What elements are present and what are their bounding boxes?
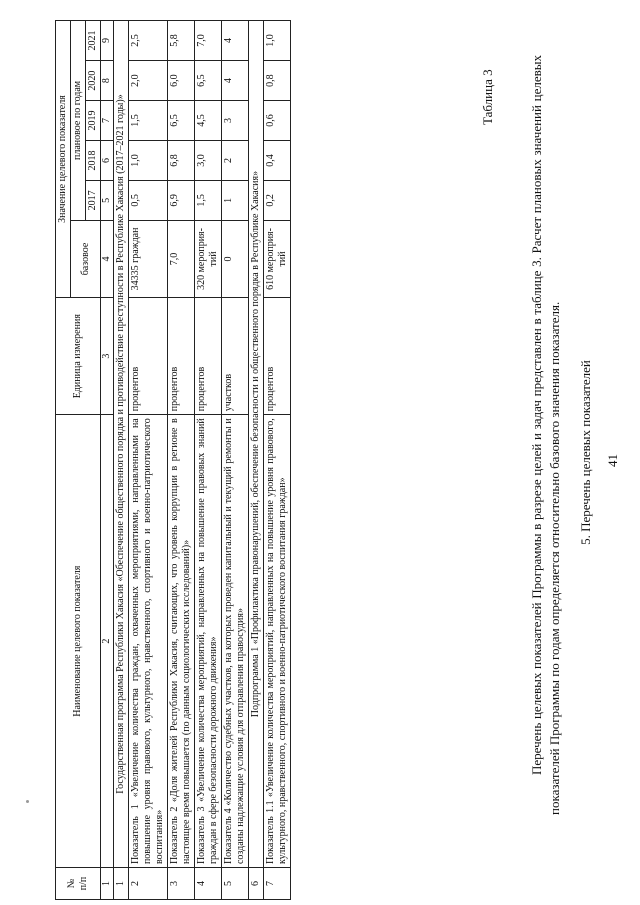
indicator-name: Показатель 1.1 «Увеличение количества мероприятий, направленных на повышение уровня правового, культурного, нравственного, спортивного и военно-патриотического воспитания граждан»	[264, 415, 291, 868]
col-header-no: № п/п	[56, 868, 101, 900]
table-row: 7 Показатель 1.1 «Увеличение количества мероприятий, направленных на повышение уровня правового, культурного, нравственного, спортивного и военно-патриотического воспитания граждан» процентов 610 мероприя-тий 0,2 0,4 0,6 0,8 1,0	[264, 21, 291, 900]
year-header: 2017	[86, 180, 101, 220]
col-header-base: базовое	[71, 220, 101, 297]
table-row: 4 Показатель 3 «Увеличение количества мероприятий, направленных на повышение правовых знаний граждан в сфере безопасности дорожного движения» процентов 320 мероприя-тий 1,5 3,0 4,5 6,5 7,0	[195, 21, 222, 900]
indicator-name: Показатель 3 «Увеличение количества мероприятий, направленных на повышение правовых знаний граждан в сфере безопасности дорожного движения»	[195, 415, 222, 868]
indicators-table	[55, 20, 291, 900]
column-number-row: 1 2 3 4 5 6 7 8 9	[101, 21, 114, 900]
indicator-name: Показатель 2 «Доля жителей Республики Хакасия, считающих, что уровень коррупции в регионе в настоящее время повышается (по данным социологических исследований)»	[168, 415, 195, 868]
col-header-planned: плановое по годам	[71, 21, 86, 221]
col-header-unit: Единица измерения	[56, 298, 101, 415]
page-number: 41	[605, 454, 620, 467]
year-header: 2021	[86, 21, 101, 61]
table-row: 1 Государственная программа Республики Хакасия «Обеспечение общественного порядка и противодействие преступности в Республике Хакасия (2017–2021 годы)»	[114, 21, 129, 900]
table-number: Таблица 3	[480, 69, 495, 125]
year-header: 2018	[86, 140, 101, 180]
intro-paragraph: Перечень целевых показателей Программы в разрезе целей и задач представлен в таблице 3. Расчет плановых значений целевых показателей Программы по годам определяется относительно базового значения показателя.	[529, 55, 562, 815]
col-header-value: Значение целевого показателя	[56, 21, 71, 298]
table-row: 3 Показатель 2 «Доля жителей Республики Хакасия, считающих, что уровень коррупции в регионе в настоящее время повышается (по данным социологических исследований)» процентов 7,0 6,9 6,8 6,5 6,0 5,8	[168, 21, 195, 900]
program-title: Государственная программа Республики Хакасия «Обеспечение общественного порядка и противодействие преступности в Республике Хакасия (2017–2021 годы)»	[114, 21, 129, 868]
indicator-name: Показатель 1 «Увеличение количества граждан, охваченных мероприятиями, направленными на повышение уровня правового, культурного, нравственного, спортивного и военно-патриотического воспитания»	[129, 415, 168, 868]
col-header-name: Наименование целевого показателя	[56, 415, 101, 868]
year-header: 2019	[86, 101, 101, 141]
section-title: 5. Перечень целевых показателей	[578, 360, 593, 545]
subprogram-title: Подпрограмма 1 «Профилактика правонарушений, обеспечение безопасности и общественного порядка в Республике Хакасия»	[249, 21, 264, 868]
table-row: 6 Подпрограмма 1 «Профилактика правонарушений, обеспечение безопасности и общественного порядка в Республике Хакасия»	[249, 21, 264, 900]
table-row: 2 Показатель 1 «Увеличение количества граждан, охваченных мероприятиями, направленными на повышение уровня правового, культурного, нравственного, спортивного и военно-патриотического воспитания» процентов 34335 граждан 0,5 1,0 1,5 2,0 2,5	[129, 21, 168, 900]
header-row-1	[56, 21, 71, 900]
indicator-name: Показатель 4 «Количество судебных участков, на которых проведен капитальный и текущий ремонты и созданы надлежащие условия для отправления правосудия»	[222, 415, 249, 868]
table-row: 5 Показатель 4 «Количество судебных участков, на которых проведен капитальный и текущий ремонты и созданы надлежащие условия для отправления правосудия» участков 0 1 2 3 4 4	[222, 21, 249, 900]
year-header: 2020	[86, 61, 101, 101]
